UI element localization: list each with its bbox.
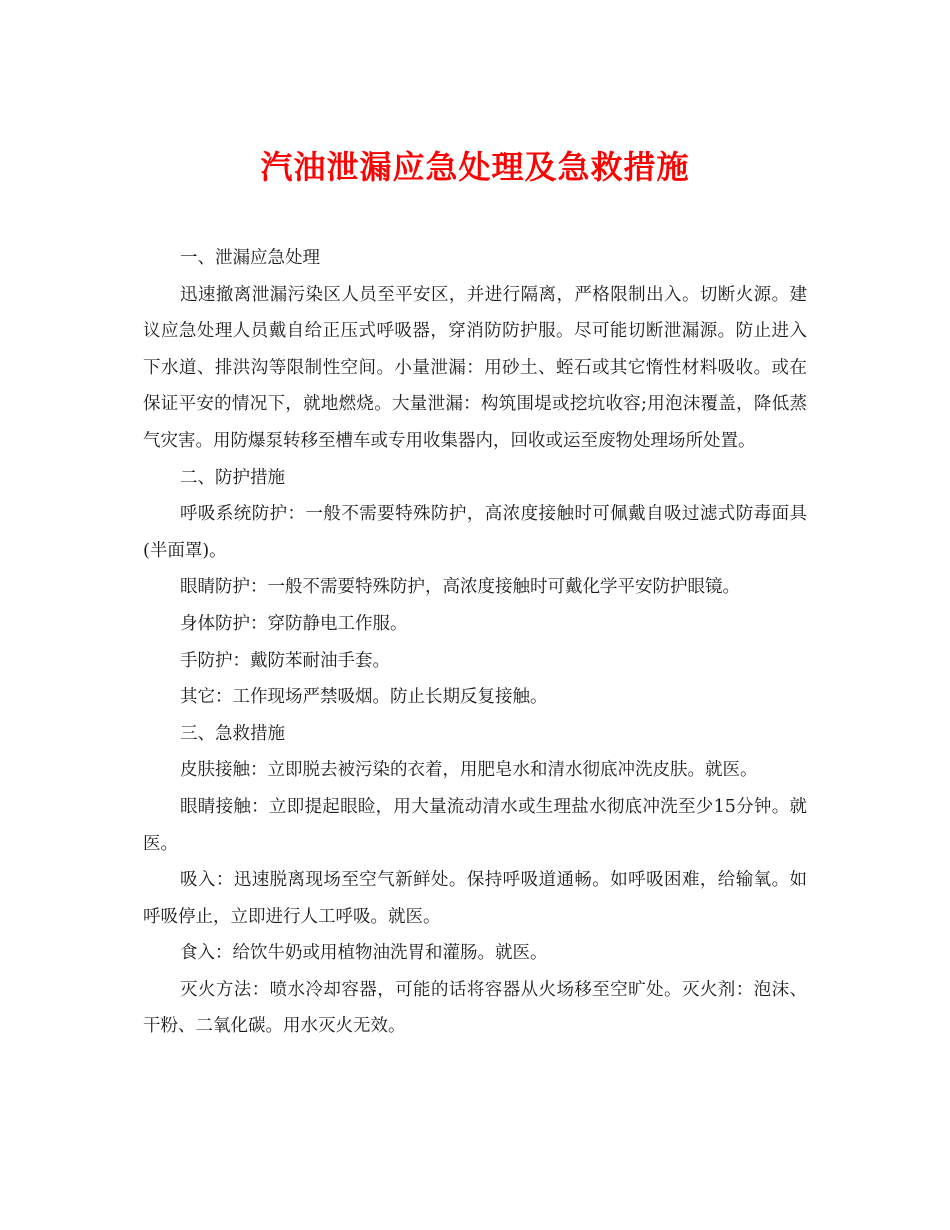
paragraph-ingestion: 食入：给饮牛奶或用植物油洗胃和灌肠。就医。 — [180, 943, 548, 964]
paragraph-hand-protection: 手防护：戴防苯耐油手套。 — [180, 650, 390, 671]
paragraph-other-protection: 其它：工作现场严禁吸烟。防止长期反复接触。 — [180, 687, 548, 708]
paragraph-leak-handling: 迅速撤离泄漏污染区人员至平安区，并进行隔离，严格限制出入。切断火源。建议应急处理人员戴自给正压式呼吸器，穿消防防护服。尽可能切断泄漏源。防止进入下水道、排洪沟等限制性空间。小量泄漏：用砂土、蛭石或其它惰性材料吸收。或在保证平安的情况下，就地燃烧。大量泄漏：构筑围堤或挖坑收容;用泡沫覆盖，降低蒸气灾害。用防爆泵转移至槽车或专用收集器内，回收或运至废物处理场所处置。 — [143, 284, 807, 451]
document-body — [143, 240, 807, 1045]
paragraph-fire-fighting: 灭火方法：喷水冷却容器，可能的话将容器从火场移至空旷处。灭火剂：泡沫、干粉、二氧化碳。用水灭火无效。 — [143, 979, 807, 1037]
paragraph-skin-contact: 皮肤接触：立即脱去被污染的衣着，用肥皂水和清水彻底冲洗皮肤。就医。 — [180, 760, 758, 781]
paragraph-respiratory-protection: 呼吸系统防护：一般不需要特殊防护，高浓度接触时可佩戴自吸过滤式防毒面具(半面罩)。 — [143, 504, 807, 561]
section-heading-protection: 二、防护措施 — [180, 467, 285, 488]
document-title: 汽油泄漏应急处理及急救措施 — [260, 148, 690, 187]
section-heading-leak-handling: 一、泄漏应急处理 — [180, 248, 320, 268]
paragraph-eye-protection: 眼睛防护：一般不需要特殊防护，高浓度接触时可戴化学平安防护眼镜。 — [180, 577, 740, 598]
section-heading-first-aid: 三、急救措施 — [180, 723, 285, 744]
paragraph-body-protection: 身体防护：穿防静电工作服。 — [180, 613, 408, 634]
paragraph-eye-contact: 眼睛接触：立即提起眼睑，用大量流动清水或生理盐水彻底冲洗至少15分钟。就医。 — [143, 796, 807, 854]
paragraph-inhalation: 吸入：迅速脱离现场至空气新鲜处。保持呼吸道通畅。如呼吸困难，给输氧。如呼吸停止，立即进行人工呼吸。就医。 — [143, 870, 807, 927]
